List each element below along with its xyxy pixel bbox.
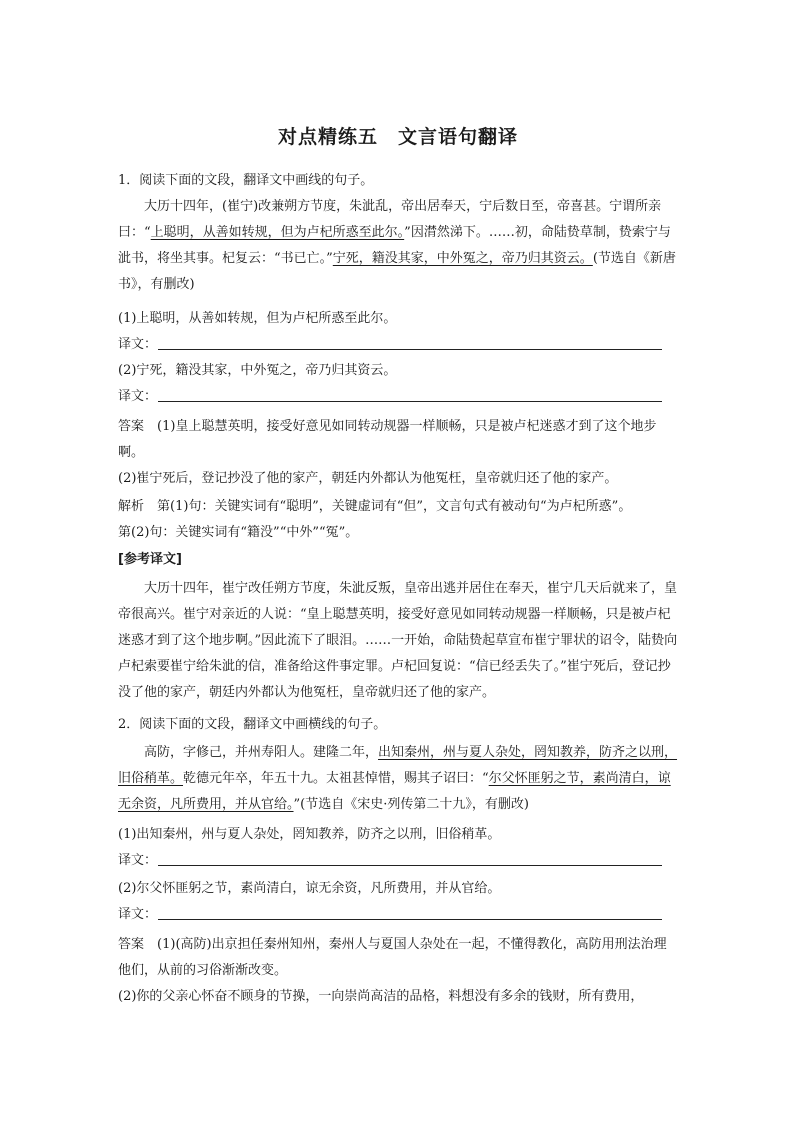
q2-sentence-1: (1)出知秦州，州与夏人杂处，罔知教养，防齐之以刑，旧俗稍革。: [118, 827, 501, 842]
q2-translation-1[interactable]: [118, 848, 678, 874]
analysis-text: 第(1)句：关键实词有“聪明”，关键虚词有“但”，文言句式有被动句“为卢杞所惑”。: [157, 499, 632, 514]
q1-analysis: [118, 494, 678, 520]
answer-label: 答案: [118, 419, 145, 434]
q2-answer-1: [118, 932, 678, 984]
q1-passage-source: (节选自《新唐书》，有删改): [118, 251, 676, 292]
q2-answer-2: (2)你的父亲心怀奋不顾身的节操，一向崇尚高洁的品格，料想没有多余的钱财，所有费用，: [118, 989, 644, 1004]
answer-blank-line[interactable]: [158, 349, 662, 350]
q2-sentence-2: (2)尔父怀匪躬之节，素尚清白，谅无余资，凡所费用，并从官给。: [118, 881, 501, 896]
q2-passage-text-1: 高防，字修己，并州寿阳人。建隆二年，: [144, 745, 379, 760]
q1-translation-2[interactable]: [118, 384, 678, 410]
q1-answer-1: [118, 414, 678, 466]
q1-reference-translation: 大历十四年，崔宁改任朔方节度，朱泚反叛，皇帝出逃并居住在奉天，崔宁几天后就来了，皇帝很高兴。崔宁对亲近的人说：“皇上聪慧英明，接受好意见如同转动规器一样顺畅，只是被卢杞迷惑才到了这个地步啊。”因此流下了眼泪。……一开始，命陆贽起草宣布崔宁罪状的诏令，陆贽向卢杞索要崔宁给朱泚的信，准备给这件事定罪。卢杞回复说：“信已经丢失了。”崔宁死后，登记抄没了他的家产，朝廷内外都认为他冤枉，皇帝就归还了他的家产。: [118, 581, 678, 700]
q1-passage-text-1: 大历十四年，(崔宁)改兼朔方节度，朱泚乱，帝出居奉天，宁后数日至，帝喜甚。宁谓所亲曰：“: [118, 199, 662, 240]
answer-blank-line[interactable]: [158, 401, 662, 402]
answer-text: (1)皇上聪慧英明，接受好意见如同转动规器一样顺畅，只是被卢杞迷惑才到了这个地步啊。: [118, 419, 657, 460]
q2-intro: 2．阅读下面的文段，翻译文中画横线的句子。: [118, 717, 387, 732]
q1-translation-1[interactable]: [118, 332, 678, 358]
analysis-label: 解析: [118, 499, 145, 514]
q2-passage: [118, 740, 678, 818]
q2-passage-source: ”(节选自《宋史·列传第二十九》，有删改): [293, 797, 529, 812]
q1-passage-text-2: ”因潸然涕下。……初，命陆贽草制，贽索宁与泚书，将坐其事。杞复云：“书已亡。”: [118, 225, 671, 266]
q1-sentence-2: (2)宁死，籍没其家，中外冤之，帝乃归其资云。: [118, 363, 397, 378]
q2-underlined-sentence-1: 出知秦州，州与夏人杂处，罔知教养，防齐之以刑，旧俗稍革。: [118, 745, 678, 786]
page-title: 对点精练五 文言语句翻译: [277, 126, 518, 148]
answer-label: 答案: [118, 937, 145, 952]
translation-label: 译文：: [118, 907, 158, 922]
translation-label: 译文：: [118, 853, 158, 868]
translation-label: 译文：: [118, 337, 158, 352]
q1-passage: [118, 194, 678, 298]
q1-intro: 1．阅读下面的文段，翻译文中画线的句子。: [118, 173, 374, 188]
q1-reference-label: [参考译文]: [118, 552, 182, 567]
q2-underlined-sentence-2: 尔父怀匪躬之节，素尚清白，谅无余资，凡所费用，并从官给。: [118, 771, 671, 812]
answer-text: (1)(高防)出京担任秦州知州，秦州人与夏国人杂处在一起，不懂得教化，高防用刑法治理他们，从前的习俗渐渐改变。: [118, 937, 667, 978]
answer-blank-line[interactable]: [158, 865, 662, 866]
q1-underlined-sentence-1: 上聪明，从善如转规，但为卢杞所惑至此尔。: [150, 225, 405, 240]
q1-sentence-1: (1)上聪明，从善如转规，但为卢杞所惑至此尔。: [118, 311, 397, 326]
q1-underlined-sentence-2: 宁死，籍没其家，中外冤之，帝乃归其资云。: [332, 251, 593, 266]
q2-passage-text-2: 乾德元年卒，年五十九。太祖甚悼惜，赐其子诏曰：“: [183, 771, 489, 786]
q1-analysis-2: 第(2)句：关键实词有“籍没”“中外”“冤”。: [118, 525, 359, 540]
answer-blank-line[interactable]: [158, 919, 662, 920]
q2-translation-2[interactable]: [118, 902, 678, 928]
translation-label: 译文：: [118, 389, 158, 404]
q1-answer-2: (2)崔宁死后，登记抄没了他的家产，朝廷内外都认为他冤枉，皇帝就归还了他的家产。: [118, 471, 618, 486]
